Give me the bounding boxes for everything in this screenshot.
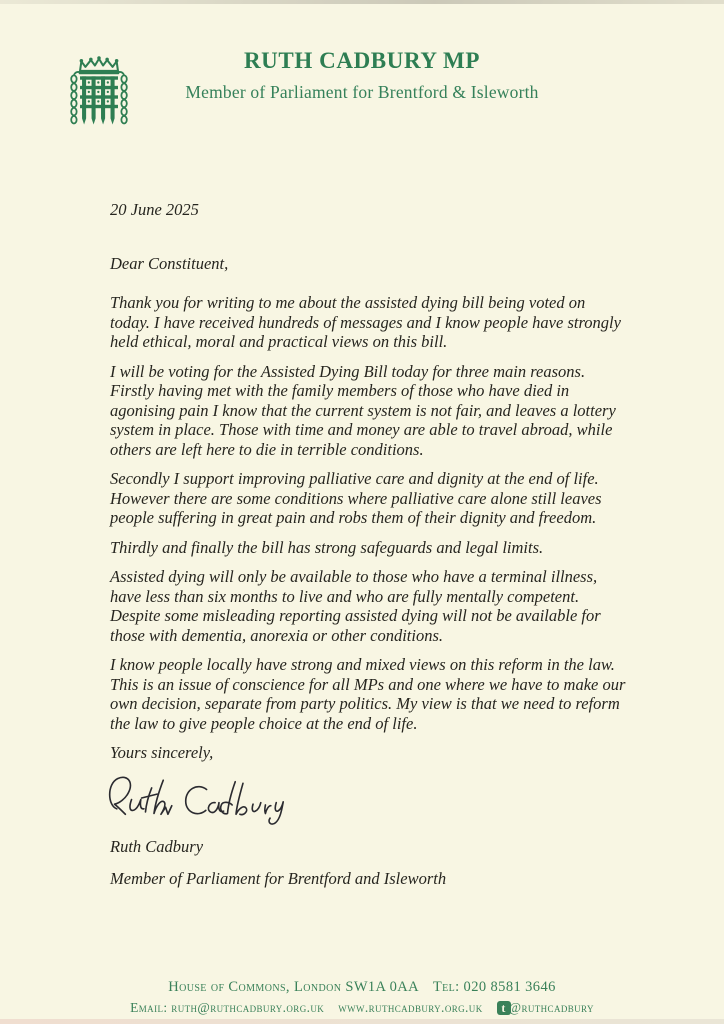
footer-email: Email: ruth@ruthcadbury.org.uk (130, 1000, 325, 1015)
footer-twitter-handle: @ruthcadbury (508, 1000, 594, 1015)
letter-date: 20 June 2025 (110, 200, 199, 219)
closing-valediction: Yours sincerely, (110, 743, 214, 762)
handwritten-signature-icon (106, 769, 284, 827)
footer-contact-line (0, 1000, 724, 1016)
twitter-icon: t (497, 1001, 511, 1015)
salutation: Dear Constituent, (110, 253, 229, 273)
signer-name: Ruth Cadbury (110, 836, 204, 856)
mp-subtitle: Member of Parliament for Brentford & Isleworth (185, 82, 539, 102)
signer-title: Member of Parliament for Brentford and Isleworth (110, 869, 447, 888)
paragraph-5: Assisted dying will only be available to those who have a terminal illness, have less than six months to live and who are fully mentally competent. Despite some misleading reporting assisted dying will not be available for those with dementia, anorexia or other conditions. (110, 567, 601, 645)
mp-name-heading: RUTH CADBURY MP (243, 48, 481, 73)
paragraph-1: Thank you for writing to me about the assisted dying bill being voted on today. I have received hundreds of messages and I know people have strongly held ethical, moral and practical views on this bill. (110, 293, 621, 351)
paragraph-4: Thirdly and finally the bill has strong safeguards and legal limits. (110, 537, 544, 557)
scan-artifact-top-edge (0, 0, 724, 4)
footer-address: House of Commons, London SW1A 0AA (168, 979, 420, 995)
paragraph-6: I know people locally have strong and mixed views on this reform in the law. This is an issue of conscience for all MPs and one where we have to make our own decision, separate from party politics. My view is that we need to reform the law to give people choice at the end of life. (110, 655, 626, 733)
paragraph-2: I will be voting for the Assisted Dying Bill today for three main reasons. Firstly having met with the family members of those who have died in agonising pain I know that the current system is not fair, and leaves a lottery system in place. Those with time and money are able to travel abroad, while others are left here to die in terrible conditions. (110, 361, 616, 459)
letter-body (110, 200, 626, 889)
footer-telephone: Tel: 020 8581 3646 (432, 979, 556, 995)
paragraph-3: Secondly I support improving palliative care and dignity at the end of life. However there are some conditions where palliative care alone still leaves people suffering in great pain and robs them of their dignity and freedom. (110, 469, 602, 527)
footer-address-line (0, 979, 724, 996)
scan-artifact-bottom-edge (0, 1019, 724, 1024)
footer-website: www.ruthcadbury.org.uk (338, 1000, 483, 1015)
parliament-portcullis-icon (64, 56, 134, 136)
letter-footer (0, 979, 724, 1016)
